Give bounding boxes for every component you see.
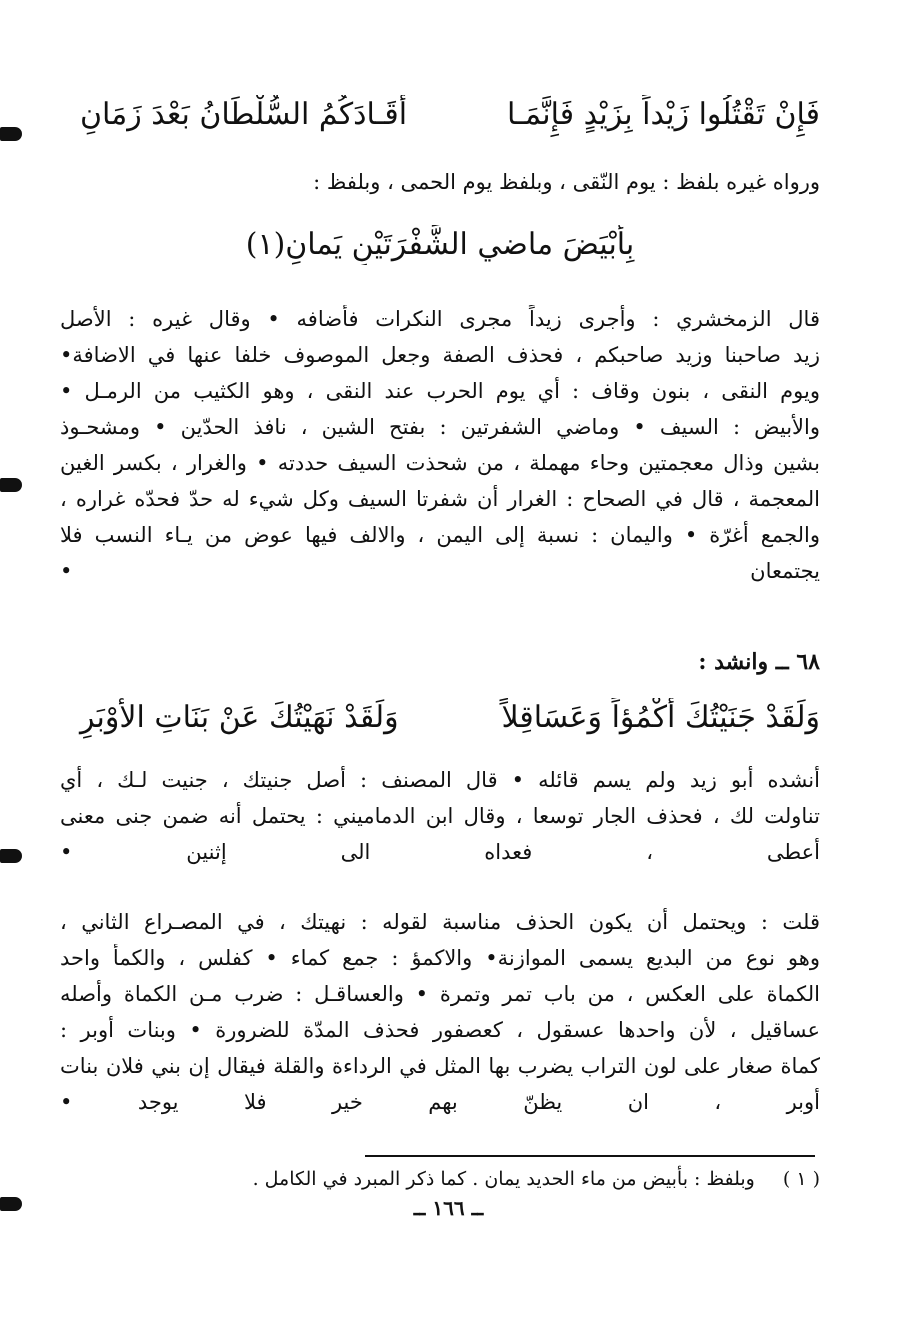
text-line: زيد صاحبنا وزيد صاحبكم ، فحذف الصفة وجعل الموصوف خلفا عنها في الاضافة•: [60, 343, 820, 367]
text-line: بشين وذال معجمتين وحاء مهملة ، من شحذت السيف حددته • والغرار ، بكسر الغين: [60, 451, 820, 475]
text-line: قلت : ويحتمل أن يكون الحذف مناسبة لقوله : نهيتك ، في المصـراع الثاني ،: [60, 910, 820, 934]
footnote-text: وبلفظ : بأبيض من ماء الحديد يمان . كما ذكر المبرد في الكامل .: [252, 1168, 755, 1190]
verse-2-second-hemistich: وَلَقَدْ نَهَيْتُكَ عَنْ بَنَاتِ الأَوْبَرِ: [80, 700, 399, 735]
page-number: ــ ١٦٦ ــ: [413, 1196, 484, 1220]
footnote-separator: [365, 1155, 815, 1157]
text-line: الكماة على العكس ، من باب تمر وتمرة • والعساقـل : ضرب مـن الكماة وأصله: [60, 982, 820, 1006]
footnote-marker: ( ١ ): [782, 1168, 820, 1190]
verse-2: [60, 698, 820, 742]
text-line: يجتمعان •: [60, 559, 820, 583]
text-line: ويوم النقى ، بنون وقاف : أي يوم الحرب عند النقى ، وهو الكثيب من الرمـل •: [60, 379, 820, 403]
text-line: أنشده أبو زيد ولم يسم قائله • قال المصنف : أصل جنيتك ، جنيت لـك ، أي: [60, 768, 820, 792]
text-line: ورواه غيره بلفظ : يوم النّقى ، وبلفظ يوم الحمى ، وبلفظ :: [313, 170, 820, 194]
text-line: كماة صغار على لون التراب يضرب بها المثل في الرداءة والقلة فيقال إن بني فلان بنات: [60, 1054, 820, 1078]
text-line: عساقيل ، لأن واحدها عسقول ، كعصفور فحذف المدّة للضرورة • وبنات أوبر :: [60, 1018, 820, 1042]
footnote: [60, 1166, 820, 1192]
text-line: والجمع أغرّة • واليمان : نسبة إلى اليمن ، والالف فيها عوض من يـاء النسب فلا: [60, 523, 820, 547]
section-heading: ٦٨ ــ وانشد :: [698, 649, 820, 675]
text-line: قال الزمخشري : وأجرى زيداً مجرى النكرات فأضافه • وقال غيره : الأصل: [60, 307, 820, 331]
verse-1-second-hemistich: أَقَـادَكُمُ السُّلْطَانُ بَعْدَ زَمَانِ: [80, 97, 408, 132]
verse-1-first-hemistich: فَإِنْ تَقْتُلُوا زَيْداً بِزَيْدٍ فَإِنَّمَـا: [506, 97, 820, 132]
text-line: وهو نوع من البديع يسمى الموازنة• والاكمؤ : جمع كماء • كفلس ، والكمأ واحد: [60, 946, 820, 970]
verse-2-first-hemistich: وَلَقَدْ جَنَيْتُكَ أَكْمُؤاً وَعَسَاقِلاً: [501, 700, 820, 735]
verse-1: [60, 95, 820, 139]
page-edge-mark: [0, 127, 22, 141]
text-line: أوبر ، ان يظنّ بهم خير فلا يوجد •: [60, 1090, 820, 1114]
text-line: أعطى ، فعداه الى إثنين •: [60, 840, 820, 864]
text-line: والأبيض : السيف • وماضي الشفرتين : بفتح الشين ، نافذ الحدّين • ومشحـوذ: [60, 415, 820, 439]
text-line: المعجمة ، قال في الصحاح : الغرار أن شفرتا السيف وكل شيء له حدّ فحدّه غراره ،: [60, 487, 820, 511]
page-edge-mark: [0, 849, 22, 863]
verse-quote: بِأَبْيَضَ ماضي الشَّفْرَتَيْنِ يَمانِ(١): [245, 227, 635, 262]
text-line: تناولت لك ، فحذف الجار توسعا ، وقال ابن الدماميني : يحتمل أنه ضمن جنى معنى: [60, 804, 820, 828]
page-edge-mark: [0, 478, 22, 492]
